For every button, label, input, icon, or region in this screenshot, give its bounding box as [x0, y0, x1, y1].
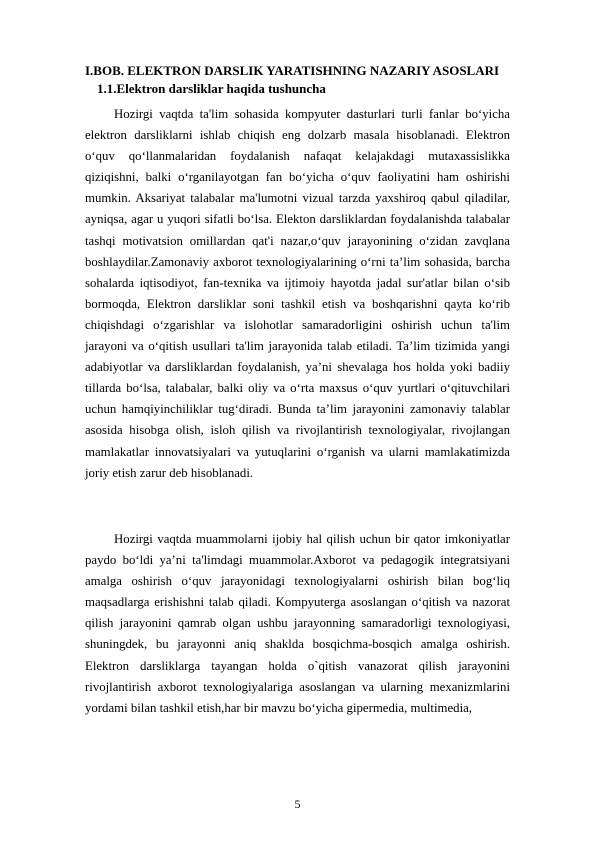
body-paragraph: Hozirgi vaqtda muammolarni ijobiy hal qilish uchun bir qator imkoniyatlar paydo bo‘ldi ya’ni ta'limdagi muammolar.Axborot va pedagogik integratsiyani amalga oshirish o‘quv jarayonidagi texnologiyalarni oshirish bilan bog‘liq maqsadlarga erishishni talab qiladi. Kompyuterga asoslangan o‘qitish va nazorat qilish jarayonini qamrab olgan ushbu jarayonning samaradorligi texnologiyasi, shuningdek, bu jarayonni aniq shaklda bosqichma-bosqich amalga oshirish. Elektron darsliklarga tayangan holda o`qitish vanazorat qilish jarayonini rivojlantirish axborot texnologiyalariga asoslangan va ularning mexanizmlarini yordami bilan tashkil etish,har bir mavzu bo‘yicha gipermedia, multimedia,: [85, 532, 510, 715]
section-title: 1.1.Elektron darsliklar haqida tushuncha: [97, 81, 326, 96]
chapter-title: I.BOB. ELEKTRON DARSLIK YARATISHNING NAZARIY ASOSLARI: [85, 63, 500, 78]
page-number: 5: [294, 797, 301, 811]
body-paragraph: Hozirgi vaqtda ta'lim sohasida kompyuter dasturlari turli fanlar bo‘yicha elektron darsliklarni ishlab chiqish eng dolzarb masala hisoblanadi. Elektron o‘quv qo‘llanmalaridan foydalanish nafaqat kelajakdagi mutaxassislikka qiziqishni, balki o‘rganilayotgan fan bo‘yicha o‘quv faoliyatini ham oshirishi mumkin. Aksariyat talabalar ma'lumotni vizual tarzda yaxshiroq qabul qiladilar, ayniqsa, agar u yuqori sifatli bo‘lsa. Elekton darsliklardan foydalanishda talabalar tashqi motivatsion omillardan qat'i nazar,o‘quv jarayonining o‘zidan zavqlana boshlaydilar.Zamonaviy axborot texnologiyalarining o‘rni ta’lim sohasida, barcha sohalarda iqtisodiyot, fan-texnika va ijtimoiy hayotda jadal sur'atlar bilan o‘sib bormoqda, Elektron darsliklar soni tashkil etish va boshqarishni qayta ko‘rib chiqishdagi o‘zgarishlar va islohotlar samaradorligini oshirish uchun ta'lim jarayoni va o‘qitish usullari ta'lim jarayonida talab etiladi. Ta’lim tizimida yangi adabiyotlar va darsliklardan foydalanish, ya’ni shevalaga hos holda yoki badiiy tillarda bo‘lsa, talabalar, balki oliy va o‘rta maxsus o‘quv yurtlari o‘qituvchilari uchun hamqiyinchiliklar tug‘diradi. Bunda ta’lim jarayonini zamonaviy talablar asosida hisobga olish, isloh qilish va rivojlantirish texnologiyalar, rivojlangan mamlakatlar innovatsiyalari va yutuqlarini o‘rganish va ularni mamlakatimizda joriy etish zarur deb hisoblanadi.: [85, 107, 510, 480]
